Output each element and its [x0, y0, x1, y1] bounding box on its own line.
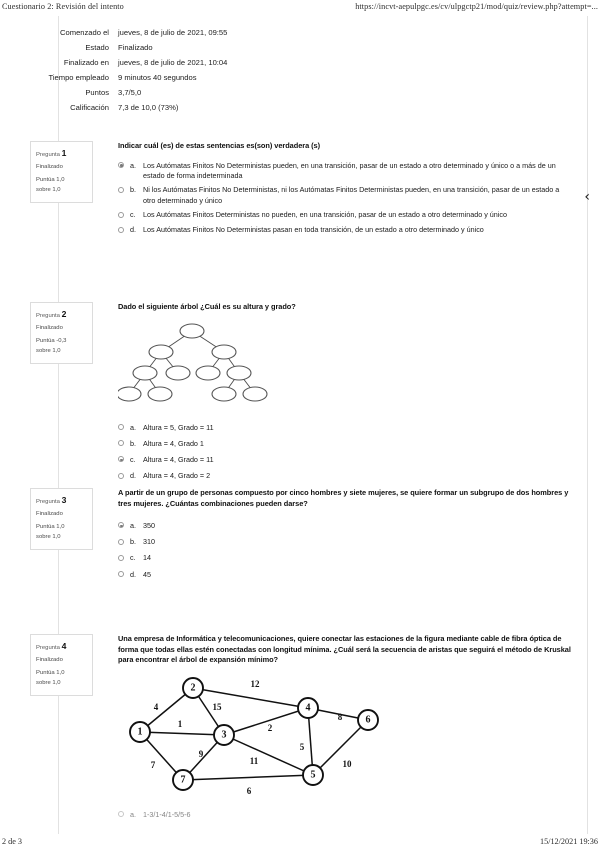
summary-row: [30, 43, 430, 52]
radio-button-icon[interactable]: [118, 571, 124, 577]
graph-figure: [118, 675, 573, 808]
points-line-1: Puntúa 1,0: [36, 177, 65, 184]
option-letter: a.: [130, 160, 136, 170]
question-4-state: Finalizado: [36, 657, 63, 664]
option-letter: b.: [130, 185, 136, 195]
summary-value: 3,7/5,0: [118, 87, 142, 97]
summary-label: Tiempo empleado: [48, 72, 109, 82]
print-header-url: https://incvt-aepulpgc.es/cv/ulpgctp21/mod/quiz/review.php?attempt=...: [355, 2, 598, 11]
print-header: [0, 2, 600, 11]
svg-text:2: 2: [267, 722, 273, 733]
summary-value: 7,3 de 10,0 (73%): [118, 102, 179, 112]
option-row[interactable]: [118, 225, 573, 235]
tree-nodes: [118, 324, 267, 401]
attempt-summary: [30, 28, 430, 118]
tree-figure: [118, 321, 573, 414]
option-row[interactable]: [118, 423, 573, 433]
option-text: 310: [143, 537, 155, 547]
option-letter: d.: [130, 471, 136, 481]
svg-text:6: 6: [246, 785, 252, 796]
tree-diagram-svg: [118, 321, 278, 409]
option-text: 350: [143, 521, 155, 531]
option-letter: b.: [130, 438, 136, 448]
radio-button-icon[interactable]: [118, 522, 124, 528]
question-label: Pregunta: [36, 313, 60, 319]
svg-text:8: 8: [337, 711, 343, 722]
option-letter: a.: [130, 809, 136, 819]
option-letter: d.: [130, 569, 136, 579]
option-row[interactable]: [118, 210, 573, 220]
option-row[interactable]: [118, 185, 573, 205]
option-letter: c.: [130, 553, 136, 563]
option-row[interactable]: [118, 455, 573, 465]
summary-label: Puntos: [85, 87, 109, 97]
summary-label: Finalizado en: [63, 57, 109, 67]
option-letter: b.: [130, 537, 136, 547]
question-3-options: [118, 521, 573, 580]
question-1-body: [118, 141, 573, 240]
svg-text:6: 6: [365, 714, 371, 726]
option-row[interactable]: [118, 439, 573, 449]
question-4-number: [36, 640, 87, 653]
question-3-info: [30, 488, 93, 550]
option-row[interactable]: [118, 161, 573, 181]
question-number: 4: [61, 641, 67, 651]
footer-page-number: 2 de 3: [2, 837, 23, 846]
option-text: Altura = 4, Grado = 11: [143, 454, 214, 464]
question-4-text: Una empresa de Informática y telecomunicaciones, quiere conectar las estaciones de la figura mediante cable de fibra óptica de forma que todas ellas estén conectadas con longitud mínima. ¿Cuál será la secuencia de aristas que seguirá el método de Kruskal para encontrar el árbol de expansión mínimo?: [118, 634, 571, 665]
print-header-title: Cuestionario 2: Revisión del intento: [2, 2, 124, 11]
radio-button-icon[interactable]: [118, 424, 124, 430]
question-2-text: Dado el siguiente árbol ¿Cuál es su altura y grado?: [118, 302, 296, 311]
summary-row: [30, 88, 430, 97]
points-line-2: sobre 1,0: [36, 533, 61, 540]
points-line-2: sobre 1,0: [36, 347, 61, 354]
summary-label: Calificación: [70, 102, 109, 112]
option-row[interactable]: [118, 553, 573, 563]
radio-button-icon[interactable]: [118, 473, 124, 479]
option-letter: d.: [130, 225, 136, 235]
svg-text:2: 2: [190, 682, 196, 694]
svg-text:5: 5: [310, 769, 316, 781]
option-text: Altura = 4, Grado = 2: [143, 471, 211, 481]
question-1-info: [30, 141, 93, 203]
option-text: Altura = 5, Grado = 11: [143, 422, 214, 432]
tree-edges: [129, 331, 255, 394]
question-1-points: [36, 176, 87, 194]
radio-button-icon[interactable]: [118, 539, 124, 545]
question-2-state: Finalizado: [36, 325, 63, 332]
points-line-1: Puntúa 1,0: [36, 524, 65, 531]
question-4-body: [118, 634, 573, 826]
option-text: Ni los Autómatas Finitos No Deterministas, ni los Autómatas Finitos Deterministas pueden, en una transición, pasar de un estado a otro determinado y único: [143, 185, 560, 205]
points-line-2: sobre 1,0: [36, 186, 61, 193]
summary-label: Comenzado el: [60, 28, 109, 37]
question-1-state: Finalizado: [36, 164, 63, 171]
svg-text:7: 7: [180, 774, 186, 786]
question-label: Pregunta: [36, 499, 60, 505]
option-letter: c.: [130, 454, 136, 464]
svg-text:11: 11: [249, 755, 259, 766]
option-text: Los Autómatas Finitos No Deterministas pueden, en una transición, pasar de un estado a otro determinado y único o a más de un estado de forma indeterminada: [143, 160, 556, 180]
question-3-text: A partir de un grupo de personas compuesto por cinco hombres y siete mujeres, se quiere formar un subgrupo de dos hombres y tres mujeres. ¿Cuántas combinaciones pueden darse?: [118, 488, 569, 508]
radio-button-icon[interactable]: [118, 555, 124, 561]
question-number: 3: [61, 495, 67, 505]
question-1-text: Indicar cuál (es) de estas sentencias es(son) verdadera (s): [118, 141, 321, 150]
question-label: Pregunta: [36, 645, 60, 651]
footer-timestamp: 15/12/2021 19:36: [540, 837, 598, 846]
points-line-2: sobre 1,0: [36, 679, 61, 686]
chevron-left-icon[interactable]: ‹: [584, 189, 590, 205]
question-label: Pregunta: [36, 152, 60, 158]
option-letter: c.: [130, 210, 136, 220]
option-letter: a.: [130, 422, 136, 432]
question-4-points: [36, 669, 87, 687]
summary-row: [30, 28, 430, 37]
question-2-options: [118, 423, 573, 482]
svg-text:3: 3: [221, 729, 227, 741]
option-text: Los Autómatas Finitos No Deterministas pasan en toda transición, de un estado a otro determinado y único: [143, 225, 484, 235]
option-letter: a.: [130, 521, 136, 531]
option-row[interactable]: [118, 471, 573, 481]
points-line-1: Puntúa -0,3: [36, 338, 67, 345]
question-3-body: [118, 488, 573, 586]
radio-button-icon[interactable]: [118, 187, 124, 193]
radio-button-icon[interactable]: [118, 162, 124, 168]
question-number: 1: [61, 148, 67, 158]
question-2-body: [118, 302, 573, 487]
radio-button-icon[interactable]: [118, 227, 124, 233]
summary-value: jueves, 8 de julio de 2021, 09:55: [118, 28, 228, 37]
option-text: Los Autómatas Finitos Deterministas no pueden, en una transición, pasar de un estado a otro determinado y único: [143, 210, 507, 220]
summary-value: 9 minutos 40 segundos: [118, 72, 197, 82]
summary-row: [30, 103, 430, 112]
summary-value: Finalizado: [118, 42, 153, 52]
question-4-info: [30, 634, 93, 696]
option-text: Altura = 4, Grado 1: [143, 438, 204, 448]
question-2-info: [30, 302, 93, 364]
question-2-points: [36, 337, 87, 355]
points-line-1: Puntúa 1,0: [36, 670, 65, 677]
svg-text:1: 1: [137, 726, 143, 738]
option-text: 45: [143, 569, 151, 579]
option-row[interactable]: [118, 810, 573, 820]
svg-text:5: 5: [299, 741, 305, 752]
radio-button-icon[interactable]: [118, 440, 124, 446]
radio-button-icon[interactable]: [118, 811, 124, 817]
question-3-points: [36, 523, 87, 541]
summary-row: [30, 73, 430, 82]
svg-text:15: 15: [212, 701, 222, 712]
summary-value: jueves, 8 de julio de 2021, 10:04: [118, 57, 228, 67]
svg-text:9: 9: [198, 748, 204, 759]
summary-label: Estado: [85, 42, 109, 52]
question-3-number: [36, 494, 87, 507]
option-row[interactable]: [118, 570, 573, 580]
question-1-options: [118, 161, 573, 236]
question-1-number: [36, 147, 87, 160]
summary-row: [30, 58, 430, 67]
svg-text:4: 4: [153, 701, 159, 712]
option-row[interactable]: [118, 537, 573, 547]
svg-text:12: 12: [250, 678, 260, 689]
question-number: 2: [61, 309, 67, 319]
graph-diagram-svg: [118, 675, 398, 803]
question-2-number: [36, 308, 87, 321]
svg-text:7: 7: [150, 759, 156, 770]
option-row[interactable]: [118, 521, 573, 531]
radio-button-icon[interactable]: [118, 212, 124, 218]
svg-text:1: 1: [177, 718, 183, 729]
question-3-state: Finalizado: [36, 511, 63, 518]
option-text: 14: [143, 553, 151, 563]
option-text: 1-3/1-4/1-5/5-6: [143, 809, 191, 819]
question-4-options: [118, 810, 573, 820]
svg-text:10: 10: [342, 758, 352, 769]
svg-text:4: 4: [305, 702, 311, 714]
print-footer: [0, 837, 600, 846]
graph-nodes: [130, 678, 378, 790]
radio-button-icon[interactable]: [118, 456, 124, 462]
graph-edges: [137, 688, 368, 780]
